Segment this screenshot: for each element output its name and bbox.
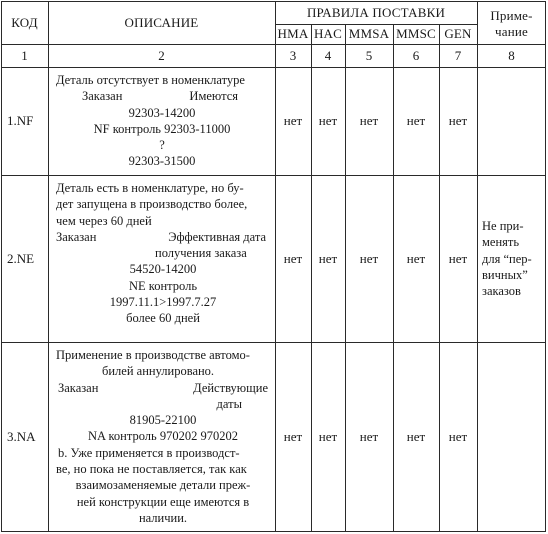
desc-line: 1997.11.1>1997.7.27	[109, 295, 217, 310]
desc-line: билей аннулировано.	[102, 364, 215, 379]
desc-line: 81905-22100	[129, 413, 197, 428]
desc-ordered-label: Заказан	[58, 380, 99, 395]
desc-line: NA контроль 970202 970202	[87, 429, 238, 444]
column-number: 4	[324, 47, 332, 63]
note-line: вичных”	[482, 267, 528, 282]
desc-line: b. Уже применяется в производст-	[58, 445, 240, 460]
column-number: 1	[21, 47, 28, 63]
header-col-mmsc: MMSC	[396, 26, 436, 41]
row-description	[56, 72, 268, 170]
header-note-line2: чание	[495, 24, 528, 39]
rule-col-code	[48, 1, 49, 532]
value-mmsa: нет	[359, 250, 379, 266]
row-code: 3.NA	[7, 429, 36, 444]
desc-line: 92303-14200	[128, 105, 196, 120]
value-mmsc: нет	[406, 250, 426, 266]
column-number: 7	[454, 47, 462, 63]
header-note	[477, 4, 546, 44]
value-hac: нет	[318, 250, 338, 266]
value-mmsa: нет	[359, 113, 379, 128]
note-line: Не при-	[482, 219, 524, 233]
row-note	[482, 218, 544, 299]
note-line: для “пер-	[482, 251, 532, 266]
desc-line: наличии.	[138, 510, 188, 525]
header-note-line1: Приме-	[490, 8, 533, 23]
column-number: 5	[365, 47, 373, 63]
desc-line: чем через 60 дней	[56, 213, 152, 228]
value-mmsa: нет	[359, 429, 379, 444]
desc-line: NE контроль	[128, 278, 198, 293]
value-gen: нет	[448, 113, 468, 128]
desc-line: 54520-14200	[129, 262, 197, 277]
header-col-hac: HAC	[313, 26, 343, 41]
value-mmsc: нет	[406, 113, 426, 128]
desc-line-pair	[56, 229, 270, 245]
desc-ordered-label: Заказан	[82, 89, 123, 104]
header-delivery-rules: ПРАВИЛА ПОСТАВКИ	[306, 4, 446, 20]
header-col-gen: GEN	[444, 26, 472, 41]
note-line: заказов	[482, 284, 521, 299]
desc-current-dates-label: Действующие	[193, 380, 268, 395]
value-gen: нет	[448, 250, 468, 266]
header-code: КОД	[11, 14, 38, 30]
column-number: 2	[158, 47, 165, 63]
header-col-mmsa: MMSA	[348, 26, 390, 41]
column-number: 8	[508, 47, 515, 63]
header-description: ОПИСАНИЕ	[124, 14, 199, 30]
note-line: менять	[482, 235, 520, 250]
column-number: 6	[412, 47, 420, 63]
desc-line: 92303-31500	[128, 154, 196, 169]
value-hma: нет	[283, 113, 303, 128]
value-mmsc: нет	[406, 429, 426, 444]
desc-line-pair	[56, 380, 270, 396]
desc-available-label: Имеются	[189, 89, 238, 104]
desc-line: получения заказа	[155, 246, 247, 261]
row-description	[56, 347, 270, 526]
desc-line: Применение в производстве автомо-	[56, 348, 250, 362]
desc-line: дет запущена в производство более,	[56, 197, 248, 212]
value-gen: нет	[448, 429, 468, 444]
value-hac: нет	[318, 113, 338, 128]
desc-line-pair	[56, 88, 268, 104]
desc-ordered-label: Заказан	[56, 229, 97, 244]
desc-line: NF контроль 92303-11000	[93, 121, 231, 136]
header-col-hma: HMA	[277, 26, 309, 41]
desc-line: даты	[216, 396, 242, 411]
desc-line: ве, но пока не поставляется, так как	[56, 462, 247, 477]
desc-line: Деталь отсутствует в номенклатуре	[56, 73, 245, 87]
rule-col-gen	[477, 1, 478, 532]
value-hac: нет	[318, 429, 338, 444]
desc-line: более 60 дней	[126, 311, 200, 326]
desc-line: ?	[159, 138, 165, 153]
row-code: 2.NE	[7, 250, 35, 266]
column-number: 3	[289, 47, 297, 63]
value-hma: нет	[283, 429, 303, 444]
row-code: 1.NF	[7, 113, 34, 128]
desc-line: взаимозаменяемые детали преж-	[75, 478, 251, 493]
row-description	[56, 180, 270, 327]
desc-line: Деталь есть в номенклатуре, но бу-	[56, 181, 244, 195]
desc-effective-date-label: Эффективная дата	[168, 229, 266, 244]
desc-line: ней конструкции еще имеются в	[76, 494, 250, 509]
value-hma: нет	[283, 250, 303, 266]
